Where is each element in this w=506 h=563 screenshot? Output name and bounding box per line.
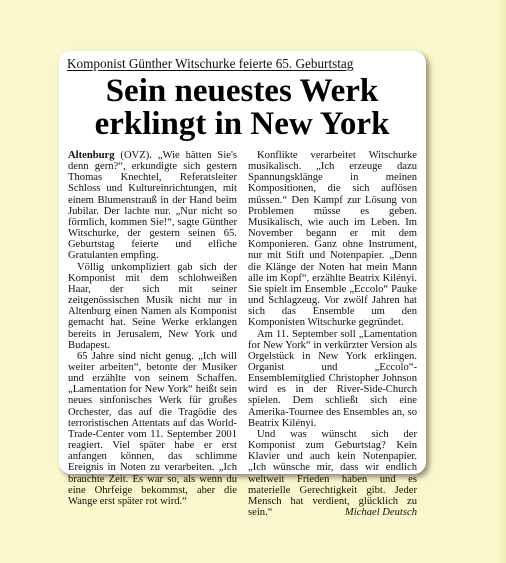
article-column-left	[68, 150, 237, 507]
article-paragraph: Konflikte verarbeitet Witschurke musikalisch. „Ich erzeuge dazu Spannungsklänge in meinen Kompositionen, die sich auflösen müssen.“ Den Kampf zur Lösung von Problemen müsse es geben. Musikalisch, wie auch im Leben. Im November begann er mit dem Komponieren. Ganz ohne Instrument, nur mit Stift und Notenpapier. „Denn die Klänge der Noten hat mein Mann alle im Kopf“, erzählte Beatrix Kilényi. Sie spielt im Ensemble „Eccolo“ Pauke und Schlagzeug. Vor zwölf Jahren hat sich das Ensemble um den Komponisten Witschurke gegründet.	[248, 150, 417, 329]
article-column-right	[248, 150, 417, 519]
article-paragraph: Völlig unkompliziert gab sich der Komponist mit dem schlohweißen Haar, der sich mit seiner zeitgenössischen Musik nicht nur in Altenburg einen Namen als Komponist gemacht hat. Seine Werke erklangen bereits in Jerusalem, New York und Budapest.	[68, 261, 237, 351]
headline-line-2: erklingt in New York	[94, 106, 390, 142]
article-kicker: Komponist Günther Witschurke feierte 65. Geburtstag	[67, 56, 354, 71]
paragraph-text: (OVZ). „Wie hätten Sie's denn gern?“, erkundigte sich gestern Thomas Knechtel, Referatsleiter Schloss und Kultureinrichtungen, mit einem Blumenstrauß in der Hand beim Jubilar. Der lachte nur. „Nur nicht so förmlich, kommen Sie!“, sagte Günther Witschurke, der gestern seinen 65. Geburtstag feierte und elfiche Gratulanten empfing.	[68, 150, 237, 262]
article-headline	[63, 75, 421, 141]
article-paragraph	[68, 150, 237, 262]
article-paragraph: 65 Jahre sind nicht genug. „Ich will weiter arbeiten“, betonte der Musiker und erzählte von seinem Schaffen. „Lamentation for New York“ heißt sein neues sinfonisches Werk für großes Orchester, das auf die Tragödie des terroristischen Attentats auf das World-Trade-Center vom 11. September 2001 reagiert. Viel später habe er erst anfangen können, das schlimme Ereignis in Noten zu verarbeiten. „Ich brauchte Zeit. Es war so, als wenn du eine Ohrfeige bekommst, aber die Wange erst später rot wird.“	[68, 350, 237, 507]
newspaper-clipping	[59, 51, 426, 519]
headline-line-1: Sein neuestes Werk	[105, 73, 379, 109]
article-paragraph: Am 11. September soll „Lamentation for New York“ in verkürzter Version als Orgelstück in New York erklingen. Organist und „Eccolo“-Ensemblemitglied Christopher Johnson wird es in der River-Side-Church spielen. Dem schließt sich eine Amerika-Tournee des Ensembles an, so Beatrix Kilényi.	[248, 328, 417, 429]
dateline: Altenburg	[68, 150, 115, 161]
author-byline: Michael Deutsch	[344, 507, 417, 519]
article-paragraph: Und was wünscht sich der Komponist zum Geburtstag? Kein Klavier und auch kein Notenpapier. „Ich wünsche mir, dass wir endlich weltweit Frieden haben und es materielle Gerechtigkeit gibt. Jeder Mensch hat verdient, glücklich zu sein.“	[248, 428, 417, 518]
